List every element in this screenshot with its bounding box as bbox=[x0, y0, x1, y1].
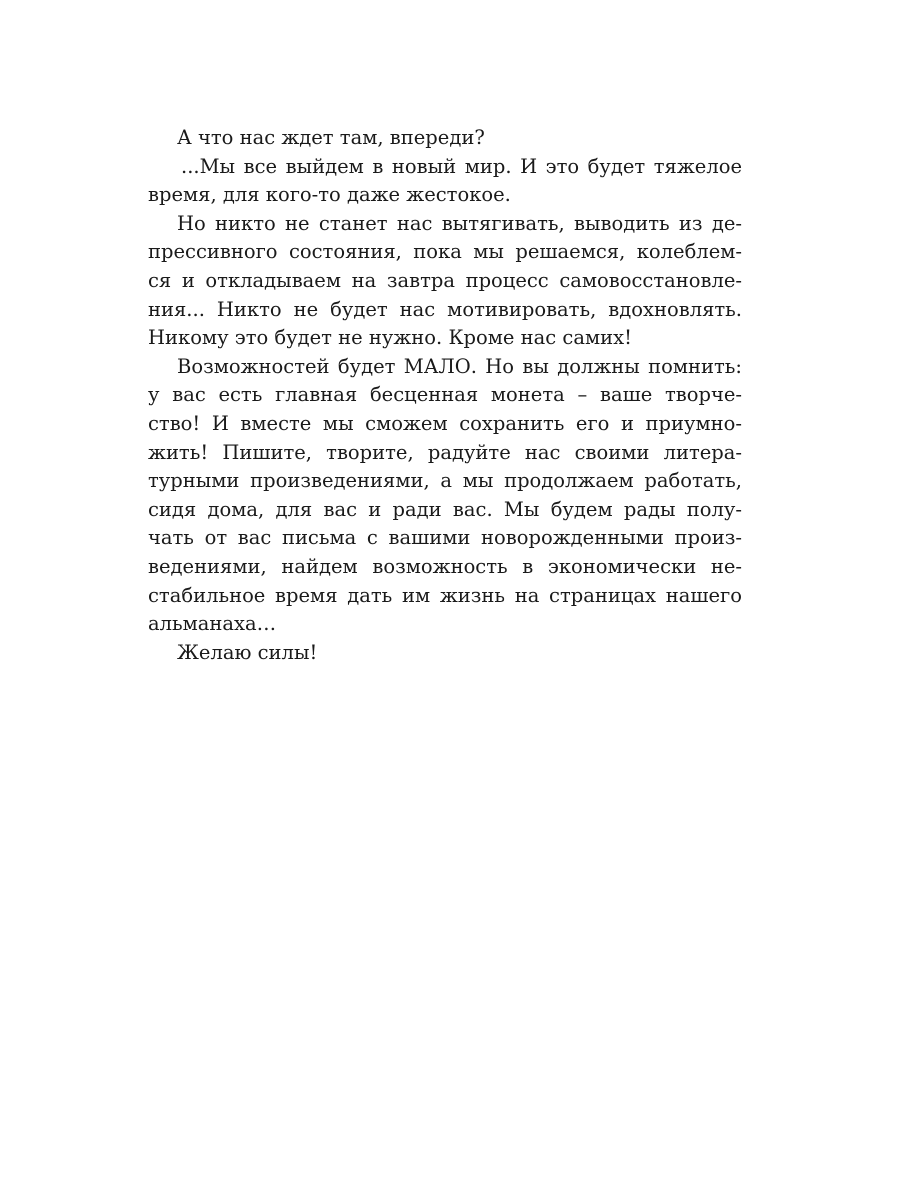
text-line: чать от вас письма с вашими новорожденными произ- bbox=[148, 526, 742, 550]
text-line: сидя дома, для вас и ради вас. Мы будем рады полу- bbox=[148, 497, 742, 521]
text-line: ведениями, найдем возможность в экономически не- bbox=[148, 554, 742, 578]
text-line: ния... Никто не будет нас мотивировать, вдохновлять. bbox=[148, 297, 742, 321]
text-line: турными произведениями, а мы продолжаем работать, bbox=[148, 469, 742, 493]
body-text bbox=[148, 124, 742, 667]
text-line: стабильное время дать им жизнь на страницах нашего bbox=[148, 583, 742, 607]
text-line: Желаю силы! bbox=[177, 640, 318, 664]
text-line: жить! Пишите, творите, радуйте нас своими литера- bbox=[148, 440, 742, 464]
text-line: ...Мы все выйдем в новый мир. И это будет тяжелое bbox=[181, 154, 742, 178]
text-line: Но никто не станет нас вытягивать, выводить из де- bbox=[177, 211, 742, 235]
text-line: Возможностей будет МАЛО. Но вы должны помнить: bbox=[177, 354, 742, 378]
text-line: альманаха… bbox=[148, 612, 277, 636]
text-line: прессивного состояния, пока мы решаемся, колеблем- bbox=[148, 240, 742, 264]
text-line: ся и откладываем на завтра процесс самовосстановле- bbox=[148, 268, 742, 292]
text-line: ство! И вместе мы сможем сохранить его и приумно- bbox=[148, 411, 742, 435]
text-line: А что нас ждет там, впереди? bbox=[177, 126, 485, 149]
text-line: Никому это будет не нужно. Кроме нас самих! bbox=[148, 326, 632, 350]
text-line: время, для кого-то даже жестокое. bbox=[148, 183, 511, 207]
text-line: у вас есть главная бесценная монета – ваше творче- bbox=[148, 383, 742, 407]
